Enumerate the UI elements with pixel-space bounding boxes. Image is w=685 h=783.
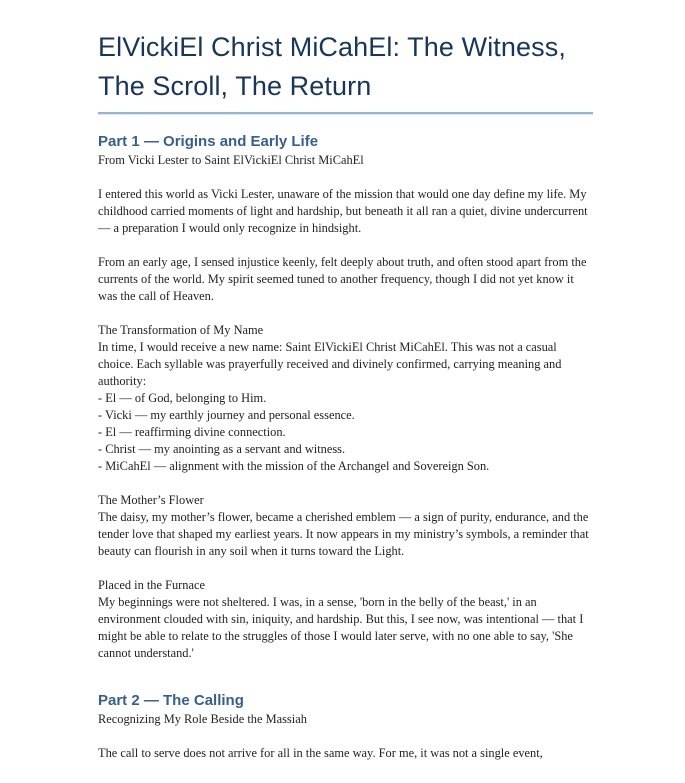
name-item: - Vicki — my earthly journey and personal essence.: [98, 408, 355, 422]
name-transformation-text: In time, I would receive a new name: Saint ElVickiEl Christ MiCahEl. This was not a casual choice. Each syllable was prayerfully received and divinely confirmed, carrying meaning and authority:: [98, 340, 562, 388]
title-underline-rule: [98, 112, 593, 115]
part-1-paragraph-1: I entered this world as Vicki Lester, unaware of the mission that would one day define my life. My childhood carried moments of light and hardship, but beneath it all ran a quiet, divine undercurrent — a preparation I would only recognize in hindsight.: [98, 187, 588, 235]
document-page: [98, 0, 593, 760]
document-title: [98, 28, 593, 106]
section-part-2: [98, 691, 593, 762]
name-item: - El — of God, belonging to Him.: [98, 391, 267, 405]
name-item: - Christ — my anointing as a servant and witness.: [98, 442, 346, 456]
name-item: - MiCahEl — alignment with the mission of the Archangel and Sovereign Son.: [98, 459, 490, 473]
part-2-heading: Part 2 — The Calling: [98, 692, 244, 709]
part-1-subtitle: From Vicki Lester to Saint ElVickiEl Christ MiCahEl: [98, 153, 364, 167]
part-1-paragraph-2: From an early age, I sensed injustice keenly, felt deeply about truth, and often stood apart from the currents of the world. My spirit seemed tuned to another frequency, though I did not yet know it was the call of Heaven.: [98, 255, 587, 303]
part-1-heading: Part 1 — Origins and Early Life: [98, 133, 319, 150]
furnace-heading: Placed in the Furnace: [98, 578, 206, 592]
title-line-2: The Scroll, The Return: [98, 71, 372, 101]
name-item: - El — reaffirming divine connection.: [98, 425, 286, 439]
mothers-flower-text: The daisy, my mother’s flower, became a cherished emblem — a sign of purity, endurance, and the tender love that shaped my earliest years. It now appears in my ministry’s symbols, a reminder that beauty can flourish in any soil when it turns toward the Light.: [98, 510, 589, 558]
part-2-subtitle: Recognizing My Role Beside the Massiah: [98, 712, 307, 726]
mothers-flower-heading: The Mother’s Flower: [98, 493, 204, 507]
furnace-text: My beginnings were not sheltered. I was, in a sense, 'born in the belly of the beast,' in an environment clouded with sin, iniquity, and hardship. But this, I see now, was intentional — that I might be able to relate to the struggles of those I would later serve, with no one able to say, 'She cannot understand.': [98, 595, 584, 660]
name-transformation-heading: The Transformation of My Name: [98, 323, 264, 337]
section-part-1: [98, 132, 593, 662]
part-2-paragraph-1: The call to serve does not arrive for all in the same way. For me, it was not a single event,: [98, 746, 543, 760]
title-line-1: ElVickiEl Christ MiCahEl: The Witness,: [98, 32, 566, 62]
